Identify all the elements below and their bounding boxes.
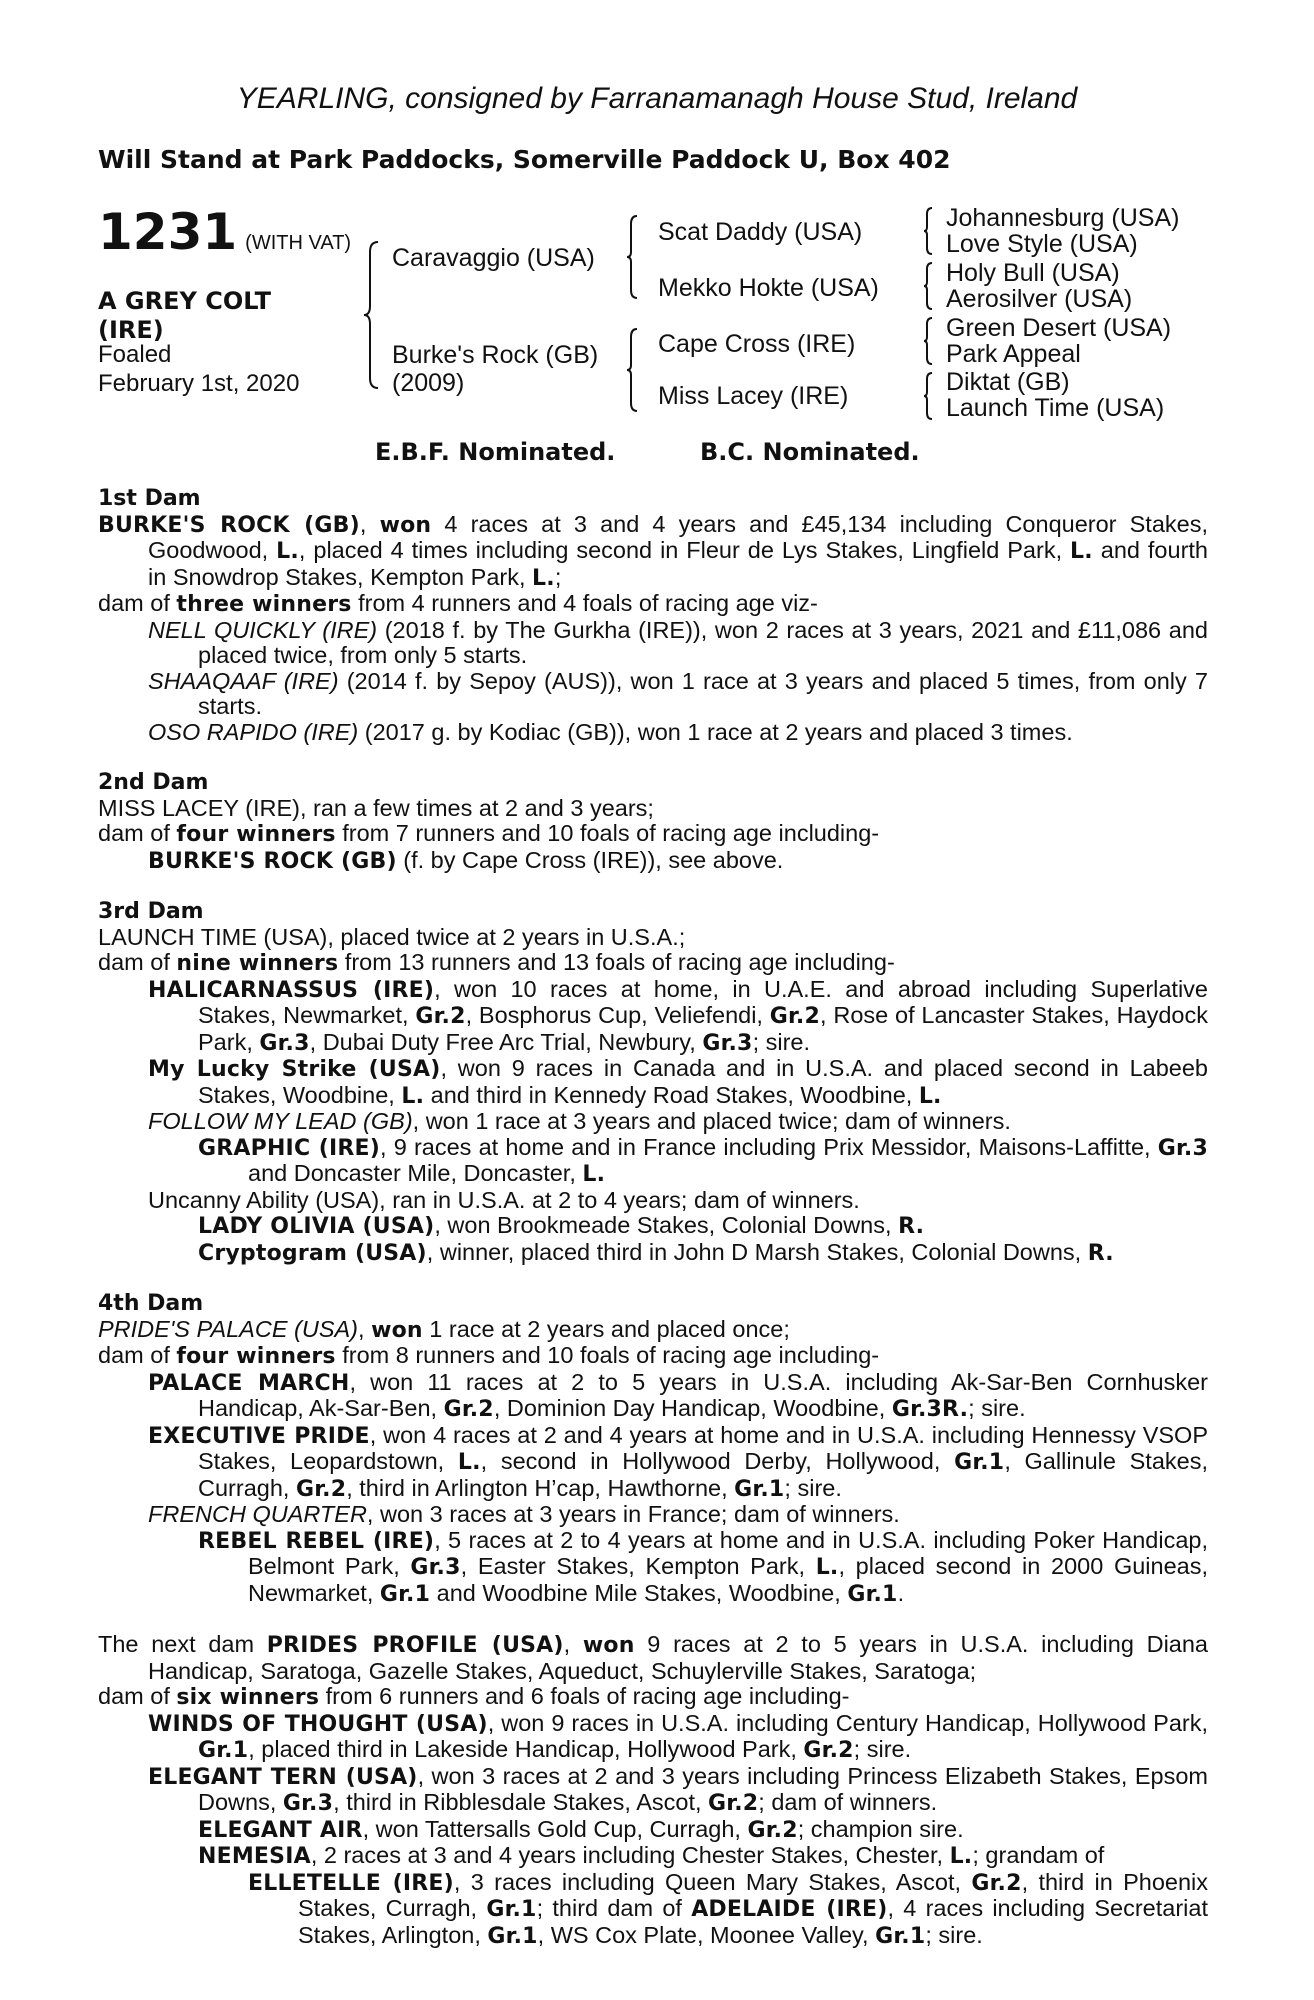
produce-name: Cryptogram (USA) [198, 1240, 427, 1266]
pedigree-g3: Holy Bull (USA) [946, 259, 1120, 287]
first-dam-name: BURKE'S ROCK (GB) [98, 512, 360, 538]
produce-entry [148, 1711, 1208, 1764]
winners-count: four winners [176, 822, 336, 847]
produce-entry [148, 669, 1208, 720]
produce-name: OSO RAPIDO (IRE) [148, 718, 359, 745]
listed-badge: L. [532, 565, 555, 591]
produce-name: NELL QUICKLY (IRE) [148, 616, 378, 643]
text: , Bosphorus Cup, Veliefendi, [465, 1002, 770, 1028]
text: , won 9 races in Canada and in U.S.A. and placed second in Labeeb Stakes, Woodbine, [198, 1055, 1208, 1108]
first-dam-heading: 1st Dam [98, 486, 201, 511]
produce-entry [148, 1370, 1208, 1423]
foaled-date: February 1st, 2020 [98, 370, 300, 397]
produce-name: ELLETELLE (IRE) [248, 1870, 454, 1896]
pedigree-brace-g3 [922, 316, 934, 366]
third-dam-heading: 3rd Dam [98, 899, 204, 924]
produce-entry [148, 848, 1208, 875]
group-badge: Gr.2 [708, 1791, 759, 1816]
produce-name: FOLLOW MY LEAD (GB) [148, 1108, 413, 1134]
pedigree-brace-g1 [922, 206, 934, 256]
horse-description-line1: A GREY COLT [98, 287, 271, 315]
produce-name: ELEGANT TERN (USA) [148, 1764, 418, 1790]
group-badge: Gr.1 [734, 1476, 785, 1502]
text: 9 races at 2 to 5 years in U.S.A. including Diana Handicap, Saratoga, Gazelle Stakes, Aqueduct, Schuylerville Stakes, Saratoga; [148, 1631, 1208, 1684]
listed-badge: L. [401, 1083, 425, 1109]
produce-name: SHAAQAAF (IRE) [148, 667, 339, 694]
text: ; third dam of [536, 1895, 692, 1921]
text: , Gallinule Stakes, Curragh, [198, 1448, 1208, 1501]
group-badge: Gr.1 [847, 1581, 898, 1607]
text: , 9 races at home and in France including Prix Messidor, Maisons-Laffitte, [380, 1133, 1158, 1160]
produce-entry [148, 720, 1208, 746]
group-badge: Gr.2 [295, 1476, 347, 1502]
second-dam-heading: 2nd Dam [98, 770, 209, 795]
winners-count: six winners [176, 1685, 320, 1710]
text: dam of [98, 820, 177, 846]
text: , Dominion Day Handicap, Woodbine, [493, 1395, 892, 1421]
text: ; [554, 563, 562, 590]
won-label: won [371, 1317, 423, 1343]
text: , placed 4 times including second in Fleur de Lys Stakes, Lingfield Park, [298, 537, 1071, 563]
text: (2014 f. by Sepoy (AUS)), won 1 race at 3 years and placed 5 times, from only 7 starts. [198, 667, 1208, 719]
text: ; dam of winners. [758, 1789, 938, 1815]
text: , placed second in 2000 Guineas, Newmarket, [248, 1553, 1208, 1606]
text: , won Tattersalls Gold Cup, Curragh, [362, 1815, 748, 1842]
text: , placed third in Lakeside Handicap, Hollywood Park, [248, 1736, 804, 1762]
text: ; champion sire. [797, 1815, 964, 1842]
text: , 5 races at 2 to 4 years at home and in U.S.A. including Poker Handicap, Belmont Park, [248, 1526, 1208, 1579]
pedigree-sire: Caravaggio (USA) [392, 244, 595, 272]
pedigree-g8: Launch Time (USA) [946, 394, 1165, 422]
text: from 6 runners and 6 foals of racing age including- [319, 1683, 850, 1709]
produce-entry [148, 1423, 1208, 1503]
listed-badge: L. [582, 1162, 606, 1187]
won-label: won [379, 512, 432, 538]
text: and Doncaster Mile, Doncaster, [248, 1160, 583, 1186]
produce-entry [198, 1213, 1208, 1240]
group-badge: Gr.2 [971, 1870, 1022, 1896]
horse-description-line2: (IRE) [98, 316, 164, 344]
text: dam of [98, 590, 177, 616]
produce-name: My Lucky Strike (USA) [148, 1057, 441, 1082]
listed-badge: L. [949, 1844, 973, 1869]
first-dam-record: BURKE'S ROCK (GB), won 4 races at 3 and 4 years and £45,134 including Conqueror Stakes, Goodwood, L., placed 4 times including second in Fleur de Lys Stakes, Lingfield Park, L. and fourth in Snowdrop Stakes, Kempton Park, L.; [98, 510, 1208, 591]
text: , won 3 races at 2 and 3 years including Princess Elizabeth Stakes, Epsom Downs, [198, 1762, 1208, 1815]
winners-count: nine winners [176, 951, 339, 976]
text: from 8 runners and 10 foals of racing age including- [335, 1342, 880, 1368]
text: , won 10 races at home, in U.A.E. and abroad including Superlative Stakes, Newmarket, [198, 975, 1209, 1028]
text: 4 races at 3 and 4 years and £45,134 including Conqueror Stakes, Goodwood, [148, 510, 1208, 563]
group-badge: Gr.1 [379, 1581, 431, 1607]
text: , 3 races including Queen Mary Stakes, Ascot, [453, 1868, 972, 1895]
text: (f. by Cape Cross (IRE)), see above. [396, 846, 784, 873]
text: , won 9 races in U.S.A. including Century Handicap, Hollywood Park, [487, 1709, 1208, 1736]
pedigree-g5: Green Desert (USA) [946, 314, 1172, 342]
horse-description [98, 287, 271, 345]
text: dam of [98, 1342, 177, 1368]
listed-badge: L. [457, 1450, 481, 1475]
text: , won 4 races at 2 and 4 years at home and in U.S.A. including Hennessy VSOP Stakes, Leopardstown, [198, 1421, 1208, 1474]
next-dam-record [98, 1632, 1208, 1684]
text: and Woodbine Mile Stakes, Woodbine, [430, 1579, 848, 1606]
consignor-line: YEARLING, consigned by Farranamanagh House Stud, Ireland [236, 82, 1078, 115]
pedigree-g1: Johannesburg (USA) [946, 204, 1180, 232]
winners-count: three winners [176, 592, 352, 617]
group-badge: Gr.2 [769, 1004, 821, 1029]
produce-entry [198, 1843, 1208, 1870]
pedigree-brace-sire [625, 214, 639, 300]
group-badge: Gr.2 [803, 1738, 854, 1763]
text: , third in Arlington H’cap, Hawthorne, [346, 1474, 735, 1501]
bc-nomination: B.C. Nominated. [700, 438, 920, 466]
pedigree-dam: Burke's Rock (GB) [392, 341, 599, 369]
next-dam-name: PRIDES PROFILE (USA) [266, 1633, 564, 1658]
text: ; sire. [853, 1736, 912, 1762]
pedigree-brace-main [362, 240, 380, 390]
produce-name: HALICARNASSUS (IRE) [148, 977, 435, 1003]
fourth-dam-produce-summary [98, 1343, 1208, 1370]
text: ; grandam of [972, 1842, 1105, 1868]
pedigree-dam-year: (2009) [392, 369, 465, 397]
produce-entry [148, 1764, 1208, 1817]
group-badge: Gr.1 [198, 1738, 249, 1763]
text: . [897, 1579, 905, 1606]
group-badge: Gr.1 [875, 1923, 926, 1949]
pedigree-g4: Aerosilver (USA) [946, 285, 1133, 313]
vat-label: (WITH VAT) [245, 232, 352, 254]
listed-badge: L. [918, 1083, 942, 1109]
third-dam-produce-summary [98, 950, 1208, 977]
first-dam-produce-summary [98, 591, 1208, 618]
lot-heading [98, 203, 351, 261]
lot-number: 1231 [98, 203, 238, 261]
pedigree-dam-sire: Cape Cross (IRE) [658, 330, 856, 358]
produce-name: GRAPHIC (IRE) [198, 1135, 381, 1161]
group-badge: Gr.2 [747, 1817, 798, 1843]
group-badge: Gr.3 [1157, 1135, 1208, 1161]
next-dam-produce-summary [98, 1684, 1208, 1711]
foaled-info [98, 340, 299, 398]
second-dam-record: MISS LACEY (IRE), ran a few times at 2 and 3 years; [98, 794, 654, 821]
produce-entry [148, 1502, 1208, 1528]
group-badge: Gr.1 [487, 1923, 538, 1949]
pedigree-dam-dam: Miss Lacey (IRE) [658, 382, 849, 410]
produce-name: REBEL REBEL (IRE) [198, 1528, 435, 1554]
produce-name: NEMESIA [198, 1844, 311, 1869]
produce-entry [198, 1528, 1208, 1608]
text: , 2 races at 3 and 4 years including Chester Stakes, Chester, [310, 1842, 950, 1868]
text: ; sire. [925, 1921, 983, 1948]
text: , Rose of Lancaster Stakes, Haydock Park, [198, 1002, 1209, 1055]
text: , [563, 1631, 583, 1657]
text: , won 1 race at 3 years and placed twice; dam of winners. [412, 1108, 1011, 1134]
fourth-dam-heading: 4th Dam [98, 1291, 204, 1316]
ebf-nomination: E.B.F. Nominated. [375, 438, 616, 466]
text: (2018 f. by The Gurkha (IRE)), won 2 races at 3 years, 2021 and £11,086 and placed twice, from only 5 starts. [198, 616, 1208, 668]
text: The next dam [98, 1631, 267, 1657]
won-label: won [582, 1633, 635, 1658]
listed-badge: L. [1070, 539, 1093, 564]
text: , 4 races including Secretariat Stakes, Arlington, [298, 1895, 1208, 1948]
fourth-dam-name: PRIDE'S PALACE (USA) [98, 1315, 359, 1342]
text: , won Brookmeade Stakes, Colonial Downs, [434, 1212, 899, 1238]
text: , WS Cox Plate, Moonee Valley, [537, 1921, 876, 1948]
pedigree-sire-dam: Mekko Hokte (USA) [658, 274, 879, 302]
produce-name: ADELAIDE (IRE) [691, 1897, 888, 1922]
group-badge: Gr.1 [954, 1450, 1005, 1475]
produce-name: ELEGANT AIR [198, 1817, 363, 1843]
text: , second in Hollywood Derby, Hollywood, [480, 1448, 955, 1474]
text: from 13 runners and 13 foals of racing age including- [338, 949, 895, 975]
text: , winner, placed third in John D Marsh Stakes, Colonial Downs, [426, 1238, 1088, 1265]
text: and fourth in Snowdrop Stakes, Kempton Park, [148, 537, 1208, 590]
produce-name: WINDS OF THOUGHT (USA) [148, 1711, 488, 1737]
text: ; sire. [968, 1395, 1026, 1421]
produce-name: BURKE'S ROCK (GB) [148, 848, 397, 874]
text: , third in Phoenix Stakes, Curragh, [298, 1868, 1208, 1921]
produce-entry: Uncanny Ability (USA), ran in U.S.A. at 2 to 4 years; dam of winners. [148, 1186, 860, 1213]
text: from 7 runners and 10 foals of racing age including- [335, 820, 880, 846]
fourth-dam-record: PRIDE'S PALACE (USA), won 1 race at 2 years and placed once; [98, 1315, 790, 1343]
produce-name: LADY OLIVIA (USA) [198, 1214, 435, 1239]
text: , Dubai Duty Free Arc Trial, Newbury, [309, 1028, 703, 1055]
text: ; sire. [752, 1028, 811, 1055]
group-badge: Gr.2 [415, 1004, 466, 1029]
text: (2017 g. by Kodiac (GB)), won 1 race at 2 years and placed 3 times. [358, 718, 1073, 745]
foaled-label: Foaled [98, 341, 172, 368]
group-badge: Gr.2 [443, 1397, 494, 1422]
produce-entry [248, 1870, 1208, 1950]
winners-count: four winners [176, 1344, 336, 1369]
produce-name: EXECUTIVE PRIDE [148, 1423, 370, 1449]
produce-entry [198, 1135, 1208, 1188]
restricted-badge: R. [898, 1214, 925, 1239]
pedigree-g7: Diktat (GB) [946, 368, 1070, 396]
pedigree-g2: Love Style (USA) [946, 230, 1138, 258]
text: dam of [98, 1683, 177, 1709]
text: from 4 runners and 4 foals of racing age viz- [351, 590, 818, 616]
pedigree-brace-g2 [922, 261, 934, 311]
group-badge: Gr.3 [410, 1555, 461, 1580]
listed-badge: L. [276, 539, 299, 564]
catalogue-body [98, 486, 1208, 1949]
produce-entry [148, 977, 1208, 1057]
produce-entry [148, 618, 1208, 669]
group-badge: Gr.1 [486, 1897, 537, 1922]
text: , won 11 races at 2 to 5 years in U.S.A. including Ak-Sar-Ben Cornhusker Handicap, Ak-Sar-Ben, [198, 1368, 1208, 1421]
pedigree-g6: Park Appeal [946, 340, 1081, 368]
text: , third in Ribblesdale Stakes, Ascot, [333, 1789, 709, 1815]
produce-entry [198, 1240, 1208, 1267]
group-badge: Gr.3 [702, 1030, 753, 1056]
third-dam-record: LAUNCH TIME (USA), placed twice at 2 years in U.S.A.; [98, 923, 686, 950]
restricted-badge: R. [1087, 1240, 1114, 1266]
produce-entry [148, 1056, 1208, 1109]
pedigree-brace-dam [625, 327, 639, 413]
text: , won 3 races at 3 years in France; dam of winners. [366, 1501, 900, 1527]
produce-entry [148, 1109, 1208, 1135]
produce-name: FRENCH QUARTER [148, 1501, 367, 1527]
group-badge: Gr.3 [282, 1791, 334, 1816]
text: ; sire. [784, 1474, 842, 1501]
text: , Easter Stakes, Kempton Park, [460, 1553, 816, 1579]
text: dam of [98, 949, 177, 975]
text: 1 race at 2 years and placed once; [422, 1315, 790, 1342]
listed-badge: L. [815, 1555, 839, 1580]
pedigree-sire-sire: Scat Daddy (USA) [658, 218, 863, 246]
second-dam-produce-summary [98, 821, 1208, 848]
stand-location: Will Stand at Park Paddocks, Somerville Paddock U, Box 402 [98, 145, 951, 174]
pedigree-brace-g4 [922, 371, 934, 421]
group-badge: Gr.3R. [891, 1397, 969, 1422]
text: and third in Kennedy Road Stakes, Woodbine, [424, 1081, 919, 1108]
group-badge: Gr.3 [259, 1030, 310, 1056]
produce-entry [198, 1817, 1208, 1844]
produce-name: PALACE MARCH [148, 1370, 350, 1396]
